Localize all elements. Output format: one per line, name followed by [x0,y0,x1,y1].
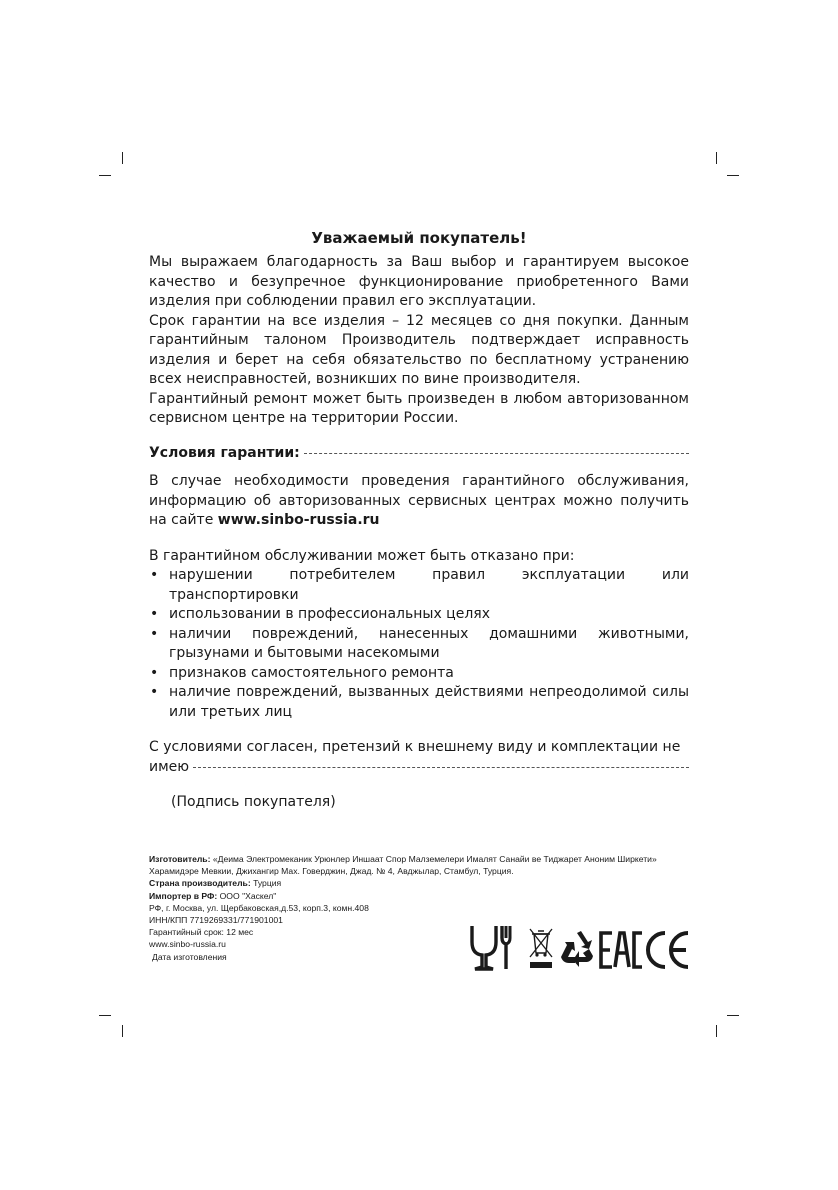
bullet-icon: • [150,684,159,700]
list-item: • наличии повреждений, нанесенных домашними животными, грызунами и бытовыми насекомыми [150,625,689,661]
conditions-text [149,472,689,531]
bullet-icon: • [150,567,159,583]
crop-mark [122,152,123,164]
intro-paragraph-1: Мы выражаем благодарность за Ваш выбор и гарантируем высокое качество и безупречное функционирование приобретенного Вами изделия при соблюдении правил его эксплуатации. [149,254,689,309]
signature-line [193,767,689,768]
signature-caption: (Подпись покупателя) [171,794,336,810]
list-item: • использовании в профессиональных целях [149,605,689,625]
dashed-line [304,453,689,454]
site-line: www.sinbo-russia.ru [149,939,226,950]
crop-mark [727,1015,739,1016]
eac-mark-icon [598,929,644,971]
intro-paragraph-2: Срок гарантии на все изделия – 12 месяцев со дня покупки. Данным гарантийным талоном Производитель подтверждает исправность изделия и берет на себя обязательство по бесплатному устранению всех неисправностей, возникших по вине производителя. [149,312,689,387]
warranty-card [149,228,689,813]
bullet-icon: • [150,664,159,681]
agreement-line-1: С условиями согласен, претензий к внешнему виду и комплектации не [149,739,681,755]
certification-marks [469,922,691,974]
conditions-heading-row [149,444,689,464]
crop-mark [716,152,717,164]
conditions-heading: Условия гарантии: [149,444,300,461]
warranty-line: Гарантийный срок: 12 мес [149,927,254,938]
crop-mark [99,175,111,176]
crop-mark [716,1025,717,1037]
crop-mark [122,1025,123,1037]
weee-bin-icon [527,926,555,972]
country-line: Страна производитель: Турция [149,878,282,889]
agreement-line-2: имею [149,758,190,775]
conditions-body: В случае необходимости проведения гарантийного обслуживания, информацию об авторизованных сервисных центрах можно получить на сайте [149,473,689,528]
crop-mark [727,175,739,176]
bullet-icon: • [150,606,159,622]
ce-mark-icon [645,929,691,971]
importer-line: Импортер в РФ: ООО "Хаскел" [149,890,277,901]
signature-row [149,758,689,778]
bullet-icon: • [150,625,159,642]
site-link: www.sinbo-russia.ru [217,512,380,528]
crop-mark [99,1015,111,1016]
list-item: • нарушении потребителем правил эксплуатации или транспортировки [150,567,689,603]
date-line: Дата изготовления [152,951,227,962]
refusal-list [149,566,689,722]
maker-line: Изготовитель: «Деима Электромеканик Урюнлер Иншаат Спор Малземелери Ималят Санайи ве Тиджарет Аноним Ширкети» Харамидэре Мевкии, Джихангир Мах. Говерджин, Джад. № 4, Авджылар, Стамбул, Турция. [149,854,657,877]
inn-line: ИНН/КПП 7719269331/771901001 [149,915,283,926]
food-safe-icon [469,924,515,972]
recycle-icon [559,931,595,967]
intro-paragraph-3: Гарантийный ремонт может быть произведен в любом авторизованном сервисном центре на территории России. [149,390,689,426]
page-title: Уважаемый покупатель! [311,229,527,247]
address-line: РФ, г. Москва, ул. Щербаковская,д.53, корп.3, комн.408 [149,902,369,913]
refusal-lead: В гарантийном обслуживании может быть отказано при: [149,547,575,564]
list-item: • наличие повреждений, вызванных действиями непреодолимой силы или третьих лиц [150,684,689,720]
list-item: • признаков самостоятельного ремонта [149,664,689,684]
